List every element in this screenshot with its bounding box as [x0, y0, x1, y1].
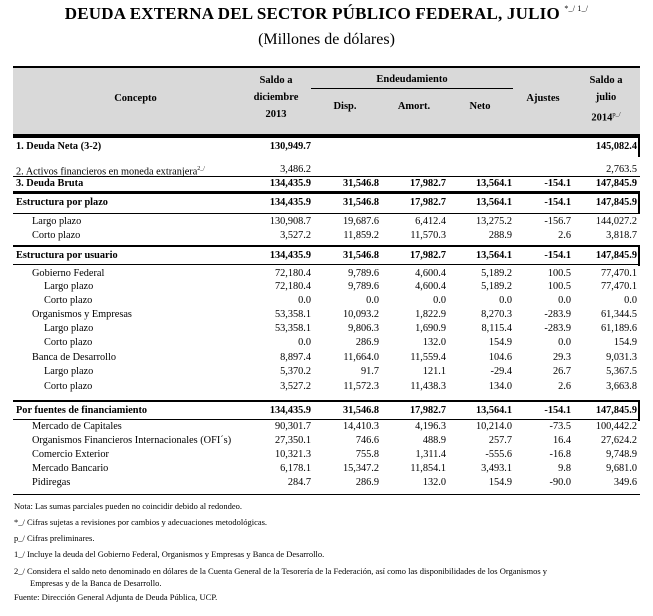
row-value: 8,270.3 — [481, 309, 512, 320]
row-label: 1. Deuda Neta (3-2) — [16, 141, 102, 152]
table-row — [13, 351, 640, 364]
row-value: 14,410.3 — [342, 421, 379, 432]
row-value: 31,546.8 — [342, 178, 379, 189]
row-value: 4,600.4 — [415, 281, 446, 292]
row-value: -90.0 — [549, 477, 571, 488]
row-label: Organismos Financieros Internacionales (OFI´s) — [32, 435, 232, 446]
row-value: 9,789.6 — [348, 268, 379, 279]
row-value: 4,196.3 — [415, 421, 446, 432]
row-value: 13,275.2 — [475, 216, 512, 227]
row-value: 6,178.1 — [280, 463, 311, 474]
row-value: -154.1 — [544, 178, 571, 189]
row-label: 2. Activos financieros en moneda extranjera$^{2\_/}$ — [16, 166, 205, 178]
row-value: 5,370.2 — [280, 366, 311, 377]
row-value: 100,442.2 — [595, 421, 637, 432]
header-ajustes: Ajustes — [526, 93, 560, 104]
row-value: 349.6 — [613, 477, 637, 488]
row-label: Banca de Desarrollo — [32, 352, 117, 363]
row-value: 0.0 — [298, 337, 311, 348]
table-rule — [13, 419, 640, 420]
table-row — [13, 404, 640, 417]
row-value: 11,570.3 — [410, 230, 446, 241]
row-value: 147,845.9 — [595, 250, 637, 261]
section-box-edge — [638, 136, 640, 157]
row-value: 17,982.7 — [409, 250, 446, 261]
row-value: 134,435.9 — [269, 405, 311, 416]
row-label: Comercio Exterior — [32, 449, 109, 460]
row-value: 0.0 — [558, 295, 571, 306]
row-value: 9,031.3 — [606, 352, 637, 363]
row-value: 13,564.1 — [475, 250, 512, 261]
section-box-edge — [638, 192, 640, 213]
row-value: 4,600.4 — [415, 268, 446, 279]
row-value: -16.8 — [549, 449, 571, 460]
header-saldo-jul: Saldo a julio $2014^{p\_/}$ — [589, 75, 623, 124]
section-rule — [13, 245, 640, 247]
row-value: 10,321.3 — [274, 449, 311, 460]
row-label: Corto plazo — [44, 337, 93, 348]
row-value: 5,189.2 — [481, 281, 512, 292]
row-value: 1,690.9 — [415, 323, 446, 334]
row-value: 13,564.1 — [475, 405, 512, 416]
row-value: -283.9 — [544, 309, 571, 320]
row-value: 9.8 — [558, 463, 571, 474]
footnote: Fuente: Dirección General Adjunta de Deuda Pública, UCP. — [14, 592, 218, 602]
footnote: 1_/ Incluye la deuda del Gobierno Federal, Organismos y Empresas y Banca de Desarrollo. — [14, 549, 325, 559]
row-value: 3,527.2 — [280, 230, 311, 241]
row-value: 746.6 — [355, 435, 379, 446]
row-value: 257.7 — [488, 435, 512, 446]
row-value: 61,189.6 — [600, 323, 637, 334]
section-rule — [13, 136, 640, 138]
row-value: 121.1 — [422, 366, 446, 377]
row-label: Pidiregas — [32, 477, 71, 488]
row-value: 11,559.4 — [410, 352, 446, 363]
table-row — [13, 336, 640, 349]
row-value: 100.5 — [547, 268, 571, 279]
row-value: -156.7 — [544, 216, 571, 227]
table-row — [13, 267, 640, 280]
row-label: Largo plazo — [44, 323, 94, 334]
row-value: -73.5 — [549, 421, 571, 432]
table-row — [13, 229, 640, 242]
footnote: *_/ Cifras sujetas a revisiones por cambios y adecuaciones metodológicas. — [14, 517, 268, 527]
row-label: Corto plazo — [44, 295, 93, 306]
row-value: 134,435.9 — [269, 197, 311, 208]
row-value: 91.7 — [360, 366, 379, 377]
row-value: 16.4 — [552, 435, 571, 446]
row-value: 13,564.1 — [475, 178, 512, 189]
table-row — [13, 196, 640, 209]
table-row — [13, 365, 640, 378]
row-value: 154.9 — [488, 477, 512, 488]
table-row — [13, 448, 640, 461]
row-value: 286.9 — [355, 337, 379, 348]
row-value: 15,347.2 — [342, 463, 379, 474]
row-label: Largo plazo — [32, 216, 82, 227]
row-value: 2.6 — [558, 230, 571, 241]
row-label: Estructura por plazo — [16, 197, 108, 208]
row-value: 5,367.5 — [606, 366, 637, 377]
row-value: 9,806.3 — [348, 323, 379, 334]
row-value: 0.0 — [366, 295, 379, 306]
header-amort: Amort. — [397, 101, 431, 112]
row-value: 53,358.1 — [274, 323, 311, 334]
section-box-edge — [638, 245, 640, 266]
table-rule — [13, 176, 640, 177]
row-value: 31,546.8 — [342, 197, 379, 208]
table-row — [13, 462, 640, 475]
row-value: 26.7 — [552, 366, 571, 377]
row-value: 3,486.2 — [280, 164, 311, 175]
row-value: 9,681.0 — [606, 463, 637, 474]
row-value: 145,082.4 — [595, 141, 637, 152]
row-value: 77,470.1 — [600, 281, 637, 292]
page-title: DEUDA EXTERNA DEL SECTOR PÚBLICO FEDERAL, JULIO $^{*\_/ 1\_/}$ — [64, 4, 589, 23]
row-label: Mercado de Capitales — [32, 421, 122, 432]
row-value: 10,214.0 — [475, 421, 512, 432]
row-value: 11,438.3 — [410, 381, 446, 392]
table-row — [13, 322, 640, 335]
row-value: -154.1 — [544, 197, 571, 208]
row-label: Corto plazo — [44, 381, 93, 392]
row-value: 132.0 — [422, 337, 446, 348]
table-bottom-rule — [13, 494, 640, 495]
row-value: 0.0 — [558, 337, 571, 348]
row-value: 104.6 — [488, 352, 512, 363]
row-value: 9,748.9 — [606, 449, 637, 460]
row-value: 6,412.4 — [415, 216, 446, 227]
row-value: 144,027.2 — [595, 216, 637, 227]
row-value: 2.6 — [558, 381, 571, 392]
table-row — [13, 308, 640, 321]
row-value: 17,982.7 — [409, 197, 446, 208]
row-value: 134.0 — [488, 381, 512, 392]
row-label: Estructura por usuario — [16, 250, 118, 261]
row-value: 154.9 — [488, 337, 512, 348]
header-concepto: Concepto — [114, 93, 157, 104]
row-value: 11,572.3 — [343, 381, 379, 392]
row-value: 488.9 — [422, 435, 446, 446]
section-box-edge — [638, 400, 640, 421]
row-value: 100.5 — [547, 281, 571, 292]
row-value: 284.7 — [287, 477, 311, 488]
row-label: Por fuentes de financiamiento — [16, 405, 148, 416]
row-value: 11,854.1 — [410, 463, 446, 474]
table-row — [13, 420, 640, 433]
row-value: 8,115.4 — [481, 323, 512, 334]
row-value: 1,822.9 — [415, 309, 446, 320]
row-value: 13,564.1 — [475, 197, 512, 208]
row-value: 0.0 — [499, 295, 512, 306]
row-value: 10,093.2 — [342, 309, 379, 320]
table-row — [13, 177, 640, 190]
row-value: 5,189.2 — [481, 268, 512, 279]
row-value: 53,358.1 — [274, 309, 311, 320]
footnote: Empresas y de la Banca de Desarrollo. — [30, 578, 162, 588]
row-value: 17,982.7 — [409, 178, 446, 189]
table-row — [13, 163, 640, 176]
row-value: 2,763.5 — [606, 164, 637, 175]
row-value: 134,435.9 — [269, 250, 311, 261]
row-value: 72,180.4 — [274, 268, 311, 279]
header-disp: Disp. — [333, 101, 357, 112]
row-label: Largo plazo — [44, 281, 94, 292]
header-divider — [311, 88, 513, 89]
table-row — [13, 215, 640, 228]
row-value: 288.9 — [488, 230, 512, 241]
row-value: 31,546.8 — [342, 405, 379, 416]
table-rule — [13, 264, 640, 265]
row-value: 61,344.5 — [600, 309, 637, 320]
row-value: 130,908.7 — [269, 216, 311, 227]
row-value: 154.9 — [613, 337, 637, 348]
row-value: 132.0 — [422, 477, 446, 488]
page-subtitle: (Millones de dólares) — [258, 31, 395, 48]
row-value: 31,546.8 — [342, 250, 379, 261]
row-value: 3,663.8 — [606, 381, 637, 392]
row-value: 27,350.1 — [274, 435, 311, 446]
row-value: 134,435.9 — [269, 178, 311, 189]
row-value: 1,311.4 — [415, 449, 446, 460]
row-value: 0.0 — [298, 295, 311, 306]
row-value: -283.9 — [544, 323, 571, 334]
row-value: 3,818.7 — [606, 230, 637, 241]
table-row — [13, 380, 640, 393]
row-value: 11,664.0 — [343, 352, 379, 363]
row-value: 29.3 — [552, 352, 571, 363]
row-value: -154.1 — [544, 405, 571, 416]
table-row — [13, 434, 640, 447]
row-value: 72,180.4 — [274, 281, 311, 292]
title-footnote-marks: *_/ 1_/ — [564, 4, 589, 13]
row-footnote-mark: 2_/ — [197, 166, 205, 172]
row-value: 11,859.2 — [343, 230, 379, 241]
row-value: 286.9 — [355, 477, 379, 488]
header-saldo-dic: Saldo a diciembre 2013 — [253, 75, 299, 120]
row-value: 19,687.6 — [342, 216, 379, 227]
header-endeudamiento: Endeudamiento — [376, 74, 448, 85]
table-rule — [13, 191, 640, 193]
row-value: 27,624.2 — [600, 435, 637, 446]
row-value: 147,845.9 — [595, 197, 637, 208]
row-value: 8,897.4 — [280, 352, 311, 363]
row-value: -29.4 — [490, 366, 512, 377]
table-rule — [13, 213, 640, 214]
row-value: -555.6 — [485, 449, 512, 460]
row-value: 17,982.7 — [409, 405, 446, 416]
row-value: 0.0 — [433, 295, 446, 306]
row-label: Organismos y Empresas — [32, 309, 132, 320]
footnote: 2_/ Considera el saldo neto denominado en dólares de la Cuenta General de la Tesorería de la Federación, así como las disponibilidades de los Organismos y — [14, 566, 548, 576]
table-row — [13, 476, 640, 489]
header-neto: Neto — [469, 101, 491, 112]
row-label: 3. Deuda Bruta — [16, 178, 84, 189]
footnote: Nota: Las sumas parciales pueden no coincidir debido al redondeo. — [14, 501, 243, 511]
table-row — [13, 249, 640, 262]
row-label: Mercado Bancario — [32, 463, 109, 474]
table-row — [13, 294, 640, 307]
row-value: 77,470.1 — [600, 268, 637, 279]
row-label: Corto plazo — [32, 230, 81, 241]
table-row — [13, 140, 640, 153]
row-label: Largo plazo — [44, 366, 94, 377]
row-value: 755.8 — [355, 449, 379, 460]
row-value: -154.1 — [544, 250, 571, 261]
row-value: 130,949.7 — [269, 141, 311, 152]
row-value: 3,493.1 — [481, 463, 512, 474]
row-value: 147,845.9 — [595, 405, 637, 416]
row-value: 90,301.7 — [274, 421, 311, 432]
row-value: 147,845.9 — [595, 178, 637, 189]
row-value: 9,789.6 — [348, 281, 379, 292]
footnote: p_/ Cifras preliminares. — [14, 533, 95, 543]
row-label: Gobierno Federal — [32, 268, 105, 279]
section-rule — [13, 400, 640, 402]
row-value: 0.0 — [624, 295, 637, 306]
table-row — [13, 280, 640, 293]
row-value: 3,527.2 — [280, 381, 311, 392]
